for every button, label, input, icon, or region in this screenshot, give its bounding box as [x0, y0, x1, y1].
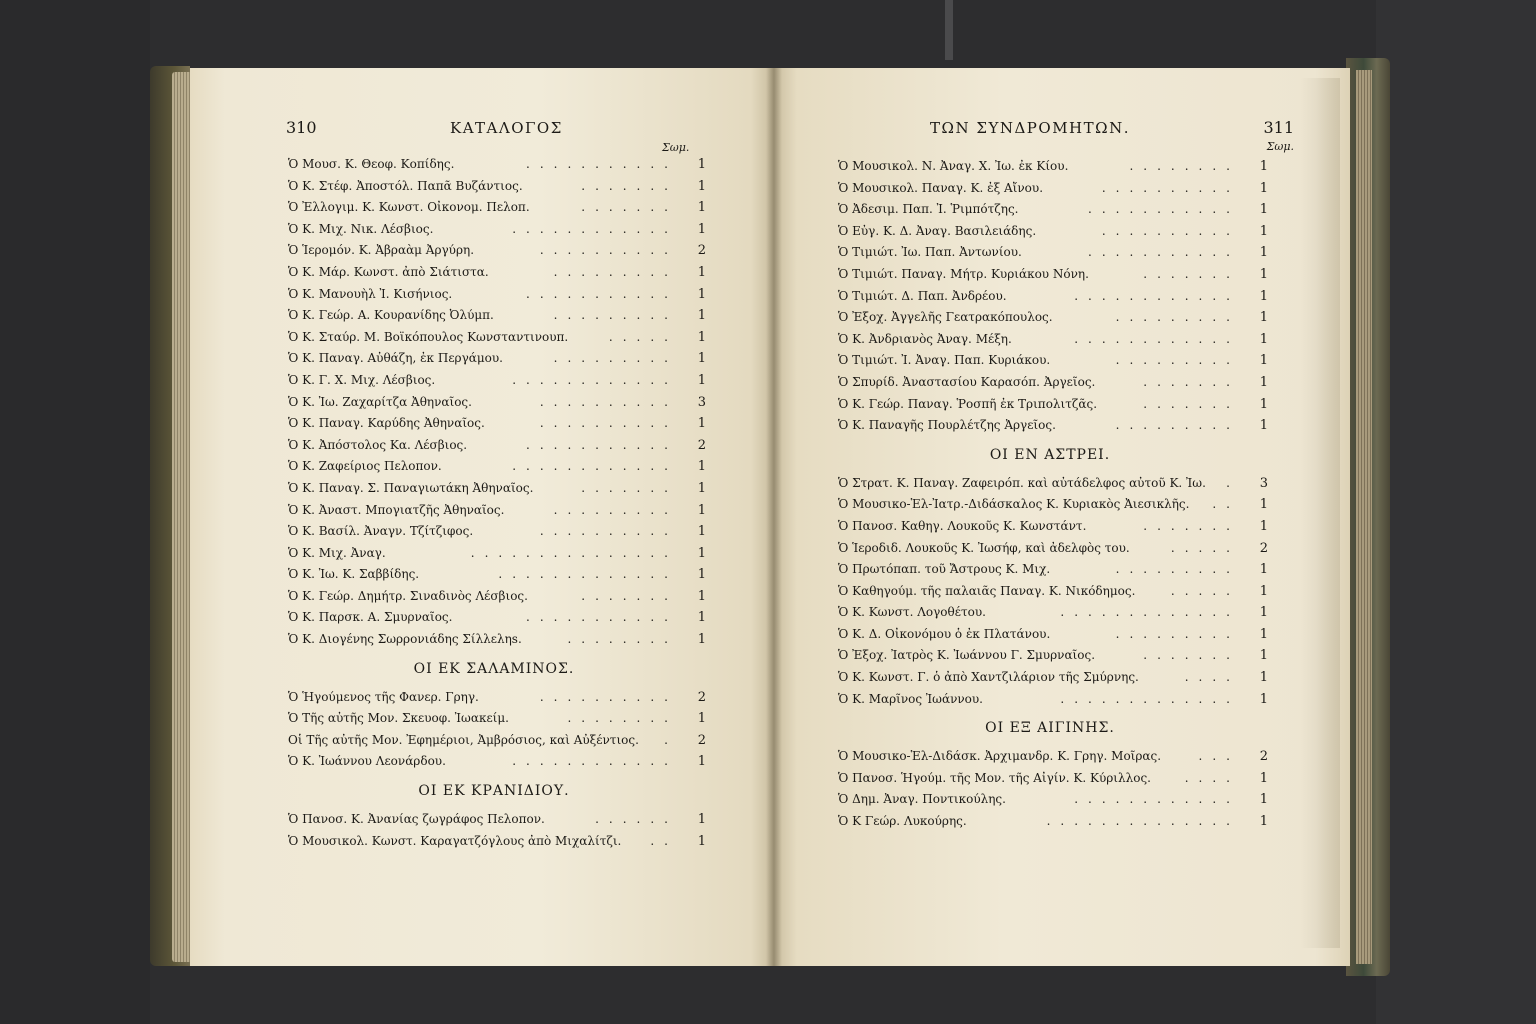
list-item	[282, 456, 706, 478]
copies-count: 2	[1259, 540, 1268, 556]
subscriber-name: Ὁ Κ. Μιχ. Ἀναγ.	[288, 545, 386, 560]
list-item	[282, 730, 706, 752]
subscriber-name: Ὁ Κ. Ἀνδριανὸς Ἀναγ. Μέξη.	[838, 331, 1012, 346]
list-item	[832, 415, 1268, 437]
left-page-header	[190, 118, 774, 142]
list-item	[832, 689, 1268, 711]
subscriber-name: Ὁ Κ. Διογένης Σωρρονιάδης Σίλλεληs.	[288, 632, 522, 647]
subscriber-name: Ὁ Κ. Γ. Χ. Μιχ. Λέσβιος.	[288, 372, 436, 387]
subscriber-name: Ὁ Κ. Ἰω. Κ. Σαββίδης.	[288, 567, 420, 582]
leader-dots: ........	[1129, 159, 1240, 173]
leader-dots: .	[1226, 475, 1240, 490]
copies-count: 2	[1259, 749, 1268, 765]
copies-count: 1	[1259, 374, 1268, 390]
list-item	[282, 607, 706, 629]
subscriber-name: Ὁ Πρωτόπαπ. τοῦ Ἄστρους Κ. Μιχ.	[838, 562, 1051, 577]
subscriber-name: Ὁ Κ Γεώρ. Λυκούρης.	[838, 814, 967, 829]
leader-dots: ...........	[526, 437, 678, 452]
copies-count: 1	[1259, 288, 1268, 304]
subscriber-name: Ὁ Κ. Παναγῆς Πουρλέτζης Ἀργεῖος.	[838, 418, 1056, 433]
left-page	[190, 68, 774, 966]
copies-count: 2	[697, 732, 706, 748]
column-head: Σωμ.	[1266, 140, 1294, 153]
section-title: ΟΙ ΕΚ ΣΑΛΑΜΙΝΟΣ.	[413, 660, 575, 677]
subscriber-name: Ὁ Καθηγούμ. τῆς παλαιᾶς Παναγ. Κ. Νικόδημος.	[838, 583, 1136, 598]
subscriber-name: Ὁ Κ. Μιχ. Νικ. Λέσβιος.	[288, 221, 434, 236]
subscriber-name: Ὁ Ἡγούμενος τῆς Φανερ. Γρηγ.	[288, 689, 479, 704]
book-gutter	[766, 68, 782, 966]
subscriber-name: Ὁ Τιμιώτ. Ἰ. Ἀναγ. Παπ. Κυριάκου.	[838, 353, 1051, 368]
subscriber-name: Ὁ Τιμιώτ. Παναγ. Μήτρ. Κυριάκου Νόνη.	[838, 266, 1089, 281]
copies-count: 1	[1259, 814, 1268, 830]
list-item	[282, 586, 706, 608]
leader-dots: .........	[1115, 626, 1240, 641]
subscriber-name: Ὁ Τιμιώτ. Δ. Παπ. Ἀνδρέου.	[838, 288, 1007, 303]
leader-dots: .......	[581, 200, 678, 215]
leader-dots: ...........	[526, 286, 678, 301]
subscriber-name: Ὁ Κ. Δ. Οἰκονόμου ὁ ἐκ Πλατάνου.	[838, 626, 1051, 641]
section-title: ΟΙ ΕΞ ΑΙΓΙΝΗΣ.	[985, 720, 1115, 737]
list-item	[282, 564, 706, 586]
subscriber-name: Ὁ Στρατ. Κ. Παναγ. Ζαφειρόπ. καὶ αὐτάδελφος αὐτοῦ Κ. Ἰω.	[838, 475, 1206, 490]
copies-count: 1	[1259, 518, 1268, 534]
copies-count: 1	[1259, 670, 1268, 686]
leader-dots: .........	[553, 502, 678, 517]
copies-count: 1	[1259, 605, 1268, 621]
subscriber-name: Ὁ Ἐλλογιμ. Κ. Κωνστ. Οἰκονομ. Πελοπ.	[288, 200, 530, 215]
list-item	[282, 370, 706, 392]
leader-dots: .........	[553, 351, 678, 366]
copies-count: 1	[697, 567, 706, 583]
leader-dots: ...............	[470, 545, 678, 560]
subscriber-name: Ὁ Κ. Σταύρ. Μ. Βοϊκόπουλος Κωνσταντινουπ.	[288, 329, 569, 344]
subscriber-name: Ὁ Πανοσ. Καθηγ. Λουκοῦς Κ. Κωνστάντ.	[838, 518, 1087, 533]
list-item	[282, 751, 706, 773]
subscriber-name: Ὁ Δημ. Ἀναγ. Ποντικούλης.	[838, 792, 1006, 807]
copies-count: 1	[697, 416, 706, 432]
backdrop-strip	[945, 0, 953, 60]
leader-dots: ............	[1074, 331, 1240, 346]
subscriber-name: Ὁ Κ. Ἀπόστολος Κα. Λέσβιος.	[288, 437, 468, 452]
list-item	[282, 478, 706, 500]
list-item	[282, 305, 706, 327]
subscriber-name: Ὁ Κ. Ἰω. Ζαχαρίτζα Ἀθηναῖος.	[288, 394, 472, 409]
list-item	[832, 473, 1268, 495]
list-item	[282, 262, 706, 284]
subscriber-name: Ὁ Κ. Παρσκ. Α. Σμυρναῖος.	[288, 610, 453, 625]
list-item	[832, 178, 1268, 200]
leader-dots: .....	[1170, 540, 1240, 555]
list-item	[282, 176, 706, 198]
right-page-header	[774, 118, 1350, 142]
leader-dots: .............	[1060, 691, 1240, 706]
running-head: ΤΩΝ ΣΥΝΔΡΟΜΗΤΩΝ.	[930, 119, 1130, 137]
list-item	[832, 667, 1268, 689]
list-item	[282, 197, 706, 219]
subscriber-name: Ὁ Κ. Ἀναστ. Μπογιατζῆς Ἀθηναῖος.	[288, 502, 505, 517]
list-item	[832, 372, 1268, 394]
leader-dots: .......	[1143, 518, 1240, 533]
section-title: ΟΙ ΕΚ ΚΡΑΝΙΔΙΟΥ.	[418, 783, 570, 800]
copies-count: 1	[697, 372, 706, 388]
subscriber-name: Ὁ Κ. Κωνστ. Γ. ὁ ἀπὸ Χαντζιλάριον τῆς Σμύρνης.	[838, 670, 1139, 685]
copies-count: 1	[1259, 562, 1268, 578]
subscriber-name: Ὁ Πανοσ. Ἡγούμ. τῆς Μον. τῆς Αἰγίν. Κ. Κύριλλος.	[838, 770, 1151, 785]
leader-dots: ............	[1074, 792, 1240, 807]
list-item	[832, 624, 1268, 646]
subscriber-name: Ὁ Ἐξοχ. Ἀγγελῆς Γεατρακόπουλος.	[838, 310, 1053, 325]
list-item	[282, 543, 706, 565]
list-item	[832, 494, 1268, 516]
list-item	[282, 708, 706, 730]
copies-count: 1	[697, 545, 706, 561]
copies-count: 1	[697, 711, 706, 727]
subscriber-name: Ὁ Κ. Στέφ. Ἀποστόλ. Παπᾶ Βυζάντιος.	[288, 178, 523, 193]
copies-count: 3	[1259, 475, 1268, 491]
leader-dots: .........	[1115, 353, 1240, 368]
copies-count: 1	[697, 754, 706, 770]
leader-dots: .........	[553, 264, 678, 279]
list-item	[282, 809, 706, 831]
subscriber-name: Ὁ Κ. Ἰωάννου Λεονάρδου.	[288, 754, 446, 769]
leader-dots: .......	[1143, 374, 1240, 389]
copies-count: 2	[697, 689, 706, 705]
backdrop-right	[1376, 0, 1536, 1024]
copies-count: 1	[1259, 648, 1268, 664]
list-item	[832, 581, 1268, 603]
subscriber-name: Οἱ Τῆς αὐτῆς Μον. Ἐφημέριοι, Ἀμβρόσιος, καὶ Αὐξέντιος.	[288, 732, 639, 747]
subscriber-name: Ὁ Τῆς αὐτῆς Μον. Σκευοφ. Ἰωακείμ.	[288, 711, 509, 726]
leader-dots: ..........	[539, 394, 678, 409]
copies-count: 1	[697, 588, 706, 604]
list-item	[282, 240, 706, 262]
copies-count: 1	[1259, 626, 1268, 642]
copies-count: 1	[1259, 202, 1268, 218]
subscriber-name: Ὁ Μουσικολ. Κωνστ. Καραγατζόγλους ἀπὸ Μιχαλίτζι.	[288, 833, 622, 848]
copies-count: 1	[1259, 396, 1268, 412]
subscriber-name: Ὁ Κ. Μάρ. Κωνστ. ἀπὸ Σιάτιστα.	[288, 264, 489, 279]
copies-count: 1	[1259, 770, 1268, 786]
leader-dots: .......	[1143, 648, 1240, 663]
subscriber-name: Ὁ Κ. Γεώρ. Δημήτρ. Σιναδινὸς Λέσβιος.	[288, 588, 528, 603]
leader-dots: ..........	[539, 524, 678, 539]
subscriber-name: Ὁ Εὐγ. Κ. Δ. Ἀναγ. Βασιλειάδης.	[838, 223, 1037, 238]
list-item	[282, 348, 706, 370]
leader-dots: ...........	[1088, 245, 1240, 260]
list-item	[832, 602, 1268, 624]
copies-count: 1	[1259, 180, 1268, 196]
copies-count: 1	[697, 221, 706, 237]
leader-dots: .........	[1115, 310, 1240, 325]
leader-dots: ...........	[526, 610, 678, 625]
page-edges-right	[1356, 70, 1372, 964]
copies-count: 1	[697, 502, 706, 518]
leader-dots: ..........	[539, 416, 678, 431]
list-item	[282, 435, 706, 457]
subscriber-name: Ὁ Μουσ. Κ. Θεοφ. Κοπίδης.	[288, 157, 455, 171]
copies-count: 1	[1259, 497, 1268, 513]
section-title: ΟΙ ΕΝ ΑΣΤΡΕΙ.	[989, 446, 1111, 463]
copies-count: 1	[697, 351, 706, 367]
subscriber-name: Ὁ Κ. Μανουὴλ Ἰ. Κισήνιος.	[288, 286, 453, 301]
subscriber-name: Ὁ Πανοσ. Κ. Ἀνανίας ζωγράφος Πελοπον.	[288, 812, 545, 827]
copies-count: 1	[1259, 583, 1268, 599]
list-item	[832, 645, 1268, 667]
leader-dots: ..........	[539, 243, 678, 258]
list-item	[282, 219, 706, 241]
subscriber-name: Ὁ Ἐξοχ. Ἰατρὸς Κ. Ἰωάννου Γ. Σμυρναῖος.	[838, 648, 1096, 663]
copies-count: 1	[697, 524, 706, 540]
list-item	[282, 154, 706, 176]
leader-dots: .........	[1115, 562, 1240, 577]
list-item	[832, 768, 1268, 790]
copies-count: 1	[697, 157, 706, 172]
leader-dots: ..........	[539, 689, 678, 704]
leader-dots: ............	[512, 459, 678, 474]
copies-count: 3	[697, 394, 706, 410]
leader-dots: ............	[1074, 288, 1240, 303]
leader-dots: .........	[1115, 418, 1240, 433]
list-item	[832, 199, 1268, 221]
leader-dots: .......	[1143, 396, 1240, 411]
leader-dots: ....	[1184, 670, 1240, 685]
list-item	[282, 392, 706, 414]
subscriber-name: Ὁ Μουσικολ. Ν. Ἀναγ. Χ. Ἰω. ἐκ Κίου.	[838, 159, 1069, 173]
list-item	[832, 789, 1268, 811]
copies-count: 1	[1259, 331, 1268, 347]
leader-dots: .....	[1170, 583, 1240, 598]
subscriber-name: Ὁ Τιμιώτ. Ἰω. Παπ. Ἀντωνίου.	[838, 245, 1022, 260]
subscriber-name: Ὁ Κ. Γεώρ. Α. Κουρανίδης Ὀλύμπ.	[288, 308, 494, 323]
leader-dots: ............	[512, 221, 678, 236]
leader-dots: ........	[567, 711, 678, 726]
subscriber-name: Ὁ Κ. Γεώρ. Παναγ. Ῥοσπῆ ἐκ Τριπολιτζᾶς.	[838, 396, 1098, 411]
leader-dots: ..	[650, 833, 678, 848]
copies-count: 1	[1259, 353, 1268, 369]
subscriber-name: Ὁ Κ. Κωνστ. Λογοθέτου.	[838, 605, 986, 620]
copies-count: 1	[1259, 691, 1268, 707]
list-item	[282, 629, 706, 651]
copies-count: 1	[697, 480, 706, 496]
list-item	[832, 242, 1268, 264]
page-shadow	[1300, 78, 1340, 948]
leader-dots: ...........	[1088, 202, 1240, 217]
list-item	[282, 413, 706, 435]
list-item	[282, 500, 706, 522]
subscriber-list-left	[282, 154, 706, 852]
leader-dots: .......	[581, 480, 678, 495]
leader-dots: ..	[1212, 497, 1240, 512]
leader-dots: ............	[512, 754, 678, 769]
copies-count: 1	[697, 178, 706, 194]
subscriber-name: Ὁ Κ. Ζαφείριος Πελοπον.	[288, 459, 442, 474]
subscriber-name: Ὁ Κ. Βασίλ. Ἀναγν. Τζίτζιφος.	[288, 524, 474, 539]
subscriber-name: Ὁ Κ. Παναγ. Καρύδης Ἀθηναῖος.	[288, 416, 485, 431]
list-item	[832, 559, 1268, 581]
list-item	[282, 831, 706, 853]
list-item	[282, 687, 706, 709]
copies-count: 1	[697, 329, 706, 345]
subscriber-name: Ὁ Μουσικο-Ἑλ-Διδάσκ. Ἀρχιμανδρ. Κ. Γρηγ. Μοῖρας.	[838, 749, 1162, 764]
subscriber-name: Ὁ Ἀδεσιμ. Παπ. Ἰ. Ῥιμπότζης.	[838, 202, 1019, 217]
copies-count: 1	[1259, 266, 1268, 282]
copies-count: 1	[1259, 159, 1268, 174]
copies-count: 2	[697, 243, 706, 259]
page-number: 310	[286, 118, 317, 137]
list-item	[832, 156, 1268, 178]
running-head: ΚΑΤΑΛΟΓΟΣ	[450, 119, 563, 137]
subscriber-name: Ὁ Σπυρίδ. Ἀναστασίου Καρασόπ. Ἀργεῖος.	[838, 374, 1096, 389]
copies-count: 1	[697, 610, 706, 626]
leader-dots: .........	[553, 308, 678, 323]
leader-dots: ........	[567, 632, 678, 647]
subscriber-list-right	[832, 156, 1268, 833]
subscriber-name: Ὁ Κ. Παναγ. Σ. Παναγιωτάκη Ἀθηναῖος.	[288, 480, 534, 495]
copies-count: 1	[697, 200, 706, 216]
list-item	[832, 221, 1268, 243]
copies-count: 1	[697, 833, 706, 849]
copies-count: 1	[1259, 310, 1268, 326]
list-item	[832, 538, 1268, 560]
column-head: Σωμ.	[662, 141, 690, 154]
list-item	[832, 350, 1268, 372]
copies-count: 1	[697, 812, 706, 828]
list-item	[832, 264, 1268, 286]
leader-dots: .......	[581, 588, 678, 603]
subscriber-name: Ὁ Μουσικο-Ἑλ-Ἰατρ.-Διδάσκαλος Κ. Κυριακὸς Ἀιεσικλῆς.	[838, 497, 1190, 512]
list-item	[832, 811, 1268, 833]
leader-dots: .............	[498, 567, 678, 582]
copies-count: 1	[1259, 792, 1268, 808]
list-item	[282, 284, 706, 306]
leader-dots: ....	[1184, 770, 1240, 785]
right-page	[774, 68, 1350, 966]
leader-dots: .............	[1060, 605, 1240, 620]
subscriber-name: Ὁ Μουσικολ. Παναγ. Κ. ἐξ Αἴνου.	[838, 180, 1044, 195]
leader-dots: ..........	[1101, 223, 1240, 238]
subscriber-name: Ὁ Ἱερομόν. Κ. Ἀβραὰμ Ἀργύρη.	[288, 243, 475, 258]
copies-count: 1	[1259, 418, 1268, 434]
leader-dots: .......	[1143, 266, 1240, 281]
copies-count: 1	[697, 264, 706, 280]
list-item	[832, 307, 1268, 329]
list-item	[832, 516, 1268, 538]
page-number: 311	[1263, 118, 1294, 137]
list-item	[832, 329, 1268, 351]
list-item	[832, 746, 1268, 768]
open-book	[150, 58, 1390, 976]
backdrop-left	[0, 0, 150, 1024]
copies-count: 1	[1259, 223, 1268, 239]
list-item	[832, 286, 1268, 308]
copies-count: 1	[697, 308, 706, 324]
copies-count: 2	[697, 437, 706, 453]
copies-count: 1	[1259, 245, 1268, 261]
leader-dots: ...........	[526, 157, 678, 171]
subscriber-name: Ὁ Ἱεροδιδ. Λουκοῦς Κ. Ἰωσήφ, καὶ ἀδελφὸς του.	[838, 540, 1130, 555]
list-item	[282, 327, 706, 349]
copies-count: 1	[697, 459, 706, 475]
subscriber-name: Ὁ Κ. Παναγ. Αὐθάζη, ἐκ Περγάμου.	[288, 351, 503, 366]
list-item	[282, 521, 706, 543]
leader-dots: .....	[608, 329, 678, 344]
subscriber-name: Ὁ Κ. Μαρῖνος Ἰωάννου.	[838, 691, 983, 706]
leader-dots: .......	[581, 178, 678, 193]
leader-dots: .	[664, 732, 678, 747]
list-item	[832, 394, 1268, 416]
leader-dots: ..........	[1101, 180, 1240, 195]
leader-dots: ......	[595, 812, 678, 827]
copies-count: 1	[697, 286, 706, 302]
copies-count: 1	[697, 632, 706, 648]
leader-dots: ............	[512, 372, 678, 387]
leader-dots: ...	[1198, 749, 1240, 764]
leader-dots: ..............	[1046, 814, 1240, 829]
